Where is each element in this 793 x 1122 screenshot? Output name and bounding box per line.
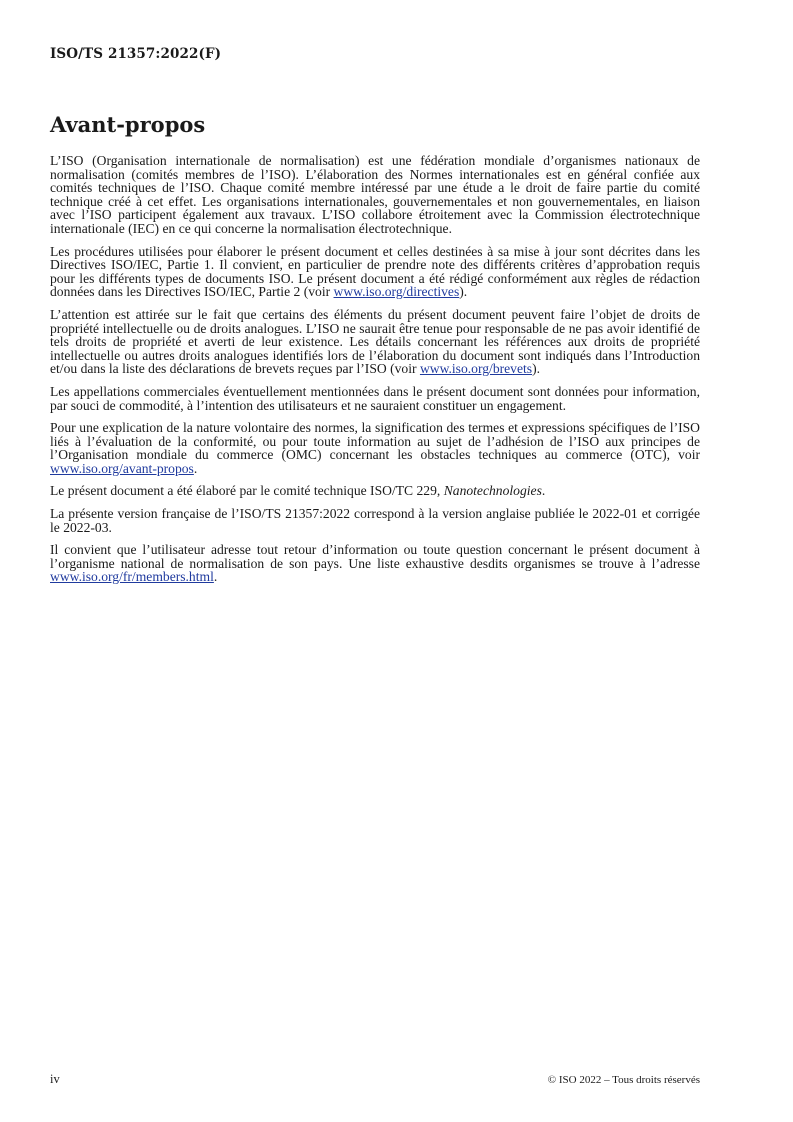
directives-link[interactable]: www.iso.org/directives: [333, 284, 460, 300]
members-link[interactable]: www.iso.org/fr/members.html: [50, 569, 214, 585]
paragraph-technical-committee: [50, 484, 700, 498]
paragraph-voluntary-nature: [50, 421, 700, 475]
copyright-notice: © ISO 2022 – Tous droits réservés: [547, 1074, 700, 1086]
paragraph-text: .: [213, 569, 218, 585]
paragraph-procedures: [50, 245, 700, 299]
paragraph-feedback: [50, 543, 700, 584]
page-number: iv: [50, 1072, 60, 1086]
paragraph-patents: [50, 308, 700, 376]
paragraph-text: Le présent document a été élaboré par le comité technique ISO/TC 229,: [50, 483, 444, 499]
paragraph-trade-names: Les appellations commerciales éventuellement mentionnées dans le présent document sont données pour information, par souci de commodité, à l’intention des utilisateurs et ne sauraient constituer un engagement.: [50, 383, 700, 413]
paragraph-text: .: [541, 483, 546, 499]
paragraph-text: Il convient que l’utilisateur adresse tout retour d’information ou toute question concernant le présent document à l’organisme national de normalisation de son pays. Une liste exhaustive desdits organismes se trouve à l’adresse: [50, 542, 700, 571]
paragraph-text: ).: [459, 284, 468, 300]
paragraph-text: ).: [532, 361, 541, 377]
paragraph-text: .: [193, 460, 198, 476]
paragraph-french-version: La présente version française de l’ISO/TS 21357:2022 correspond à la version anglaise publiée le 2022-01 et corrigée le 2022-03.: [50, 506, 700, 535]
paragraph-text: L’attention est attirée sur le fait que certains des éléments du présent document peuvent faire l’objet de droits de propriété intellectuelle ou de droits analogues. L’ISO ne saurait être tenue pour responsable de ne pas avoir identifié de tels droits de propriété et averti de leur existence. Les détails concernant les références aux droits de propriété intellectuelle ou autres droits analogues identifiés lors de l’élaboration du document sont indiqués dans l’Introduction et/ou dans la liste des déclarations de brevets reçues par l’ISO (voir: [50, 306, 700, 377]
foreword-body: [50, 154, 700, 593]
paragraph-iso-organisation: L’ISO (Organisation internationale de normalisation) est une fédération mondiale d’organismes nationaux de normalisation (comités membres de l’ISO). L’élaboration des Normes internationales est en général confiée aux comités techniques de l’ISO. Chaque comité membre intéressé par une étude a le droit de faire partie du comité technique créé à cet effet. Les organisations internationales, gouvernementales et non gouvernementales, en liaison avec l’ISO participent également aux travaux. L’ISO collabore étroitement avec la Commission électrotechnique internationale (IEC) en ce qui concerne la normalisation électrotechnique.: [50, 153, 700, 236]
paragraph-text: Pour une explication de la nature volontaire des normes, la signification des termes et expressions spécifiques de l’ISO liés à l’évaluation de la conformité, ou pour toute information au sujet de l’adhésion de l’ISO aux principes de l’Organisation mondiale du commerce (OMC) concernant les obstacles techniques au commerce (OTC), voir: [50, 420, 700, 463]
section-title: Avant-propos: [50, 112, 206, 137]
document-identifier: ISO/TS 21357:2022(F): [50, 46, 222, 62]
brevets-link[interactable]: www.iso.org/brevets: [419, 361, 533, 377]
committee-title: Nanotechnologies: [443, 483, 542, 499]
page-footer: [50, 1072, 700, 1087]
avant-propos-link[interactable]: www.iso.org/avant-propos: [50, 460, 194, 476]
paragraph-text: Les procédures utilisées pour élaborer le présent document et celles destinées à sa mise à jour sont décrites dans les Directives ISO/IEC, Partie 1. Il convient, en particulier de prendre note des différents critères d’approbation requis pour les différents types de documents ISO. Le présent document a été rédigé conformément aux règles de rédaction données dans les Directives ISO/IEC, Partie 2 (voir: [50, 243, 700, 300]
